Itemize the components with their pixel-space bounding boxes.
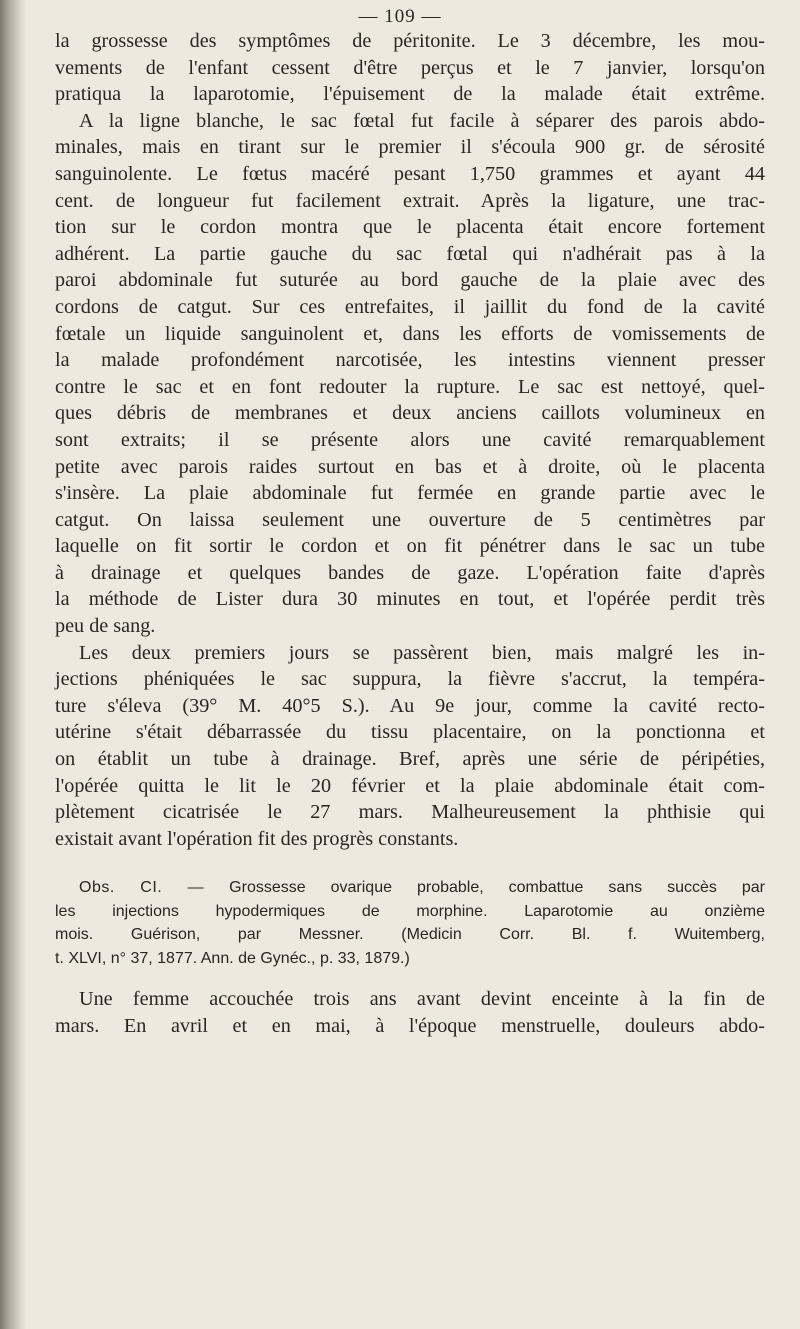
text-line: laquelle on fit sortir le cordon et on fit pénétrer dans le sac un tube — [55, 535, 765, 558]
text-line: petite avec parois raides surtout en bas et à droite, où le placenta — [55, 455, 765, 478]
text-line: adhérent. La partie gauche du sac fœtal qui n'adhérait pas à la — [55, 242, 765, 265]
text-line: la méthode de Lister dura 30 minutes en tout, et l'opérée perdit très — [55, 588, 765, 611]
paragraph-case — [55, 986, 765, 1039]
text-line: A la ligne blanche, le sac fœtal fut facile à séparer des parois abdo- — [79, 109, 765, 132]
observation-label: Obs. CI. — — [79, 879, 205, 897]
text-line: on établit un tube à drainage. Bref, après une série de péripéties, — [55, 748, 765, 771]
text-line: cent. de longueur fut facilement extrait. Après la ligature, une trac- — [55, 189, 765, 212]
page-body — [55, 28, 765, 1039]
text-line: t. XLVI, n° 37, 1877. Ann. de Gynéc., p. 33, 1879.) — [55, 949, 410, 967]
paragraph-operation — [55, 28, 765, 640]
page-shadow-edge — [0, 0, 26, 1329]
text-line: vements de l'enfant cessent d'être perçus et le 7 janvier, lorsqu'on — [55, 56, 765, 79]
text-line: mars. En avril et en mai, à l'époque menstruelle, douleurs abdo- — [55, 1014, 765, 1037]
text-line: peu de sang. — [55, 615, 156, 638]
text-line: contre le sac et en font redouter la rupture. Le sac est nettoyé, quel- — [55, 375, 765, 398]
text-line: s'insère. La plaie abdominale fut fermée en grande partie avec le — [55, 482, 765, 505]
text-line: utérine s'était débarrassée du tissu placentaire, on la ponctionna et — [55, 721, 765, 744]
text-line: Une femme accouchée trois ans avant devint enceinte à la fin de — [79, 988, 765, 1011]
spacer — [55, 970, 765, 986]
page-number: — 109 — — [358, 6, 442, 27]
text-line: à drainage et quelques bandes de gaze. L'opération faite d'après — [55, 561, 765, 584]
text-line: plètement cicatrisée le 27 mars. Malheureusement la phthisie qui — [55, 801, 765, 824]
text-line: jections phéniquées le sac suppura, la fièvre s'accrut, la tempéra- — [55, 668, 765, 691]
text-line: Grossesse ovarique probable, combattue sans succès par — [229, 879, 766, 897]
text-line: sont extraits; il se présente alors une cavité remarquablement — [55, 428, 765, 451]
text-line: sanguinolente. Le fœtus macéré pesant 1,750 grammes et ayant 44 — [55, 162, 765, 185]
text-line: la grossesse des symptômes de péritonite. Le 3 décembre, les mou- — [55, 30, 765, 52]
text-line: l'opérée quitta le lit le 20 février et la plaie abdominale était com- — [55, 774, 765, 797]
text-line: existait avant l'opération fit des progrès constants. — [55, 827, 459, 850]
observation-heading — [55, 876, 765, 970]
text-line: catgut. On laissa seulement une ouverture de 5 centimètres par — [55, 508, 765, 531]
text-line: pratiqua la laparotomie, l'épuisement de la malade était extrême. — [55, 83, 765, 106]
text-line: ture s'éleva (39° M. 40°5 S.). Au 9e jour, comme la cavité recto- — [55, 694, 765, 717]
text-line: les injections hypodermiques de morphine. Laparotomie au onzième — [55, 902, 765, 920]
text-line: tion sur le cordon montra que le placenta était encore fortement — [55, 216, 765, 239]
text-line: ques débris de membranes et deux anciens caillots volumineux en — [55, 402, 765, 425]
observation-first-line — [55, 876, 765, 899]
text-line: paroi abdominale fut suturée au bord gauche de la plaie avec des — [55, 269, 765, 292]
text-line: minales, mais en tirant sur le premier il s'écoula 900 gr. de sérosité — [55, 136, 765, 159]
text-line: fœtale un liquide sanguinolent et, dans les efforts de vomissements de — [55, 322, 765, 345]
text-line: Les deux premiers jours se passèrent bien, mais malgré les in- — [79, 641, 765, 664]
paragraph-recovery — [55, 640, 765, 853]
text-line: cordons de catgut. Sur ces entrefaites, il jaillit du fond de la cavité — [55, 295, 765, 318]
text-line: la malade profondément narcotisée, les intestins viennent presser — [55, 349, 765, 372]
text-line: mois. Guérison, par Messner. (Medicin Corr. Bl. f. Wuitemberg, — [55, 926, 765, 944]
